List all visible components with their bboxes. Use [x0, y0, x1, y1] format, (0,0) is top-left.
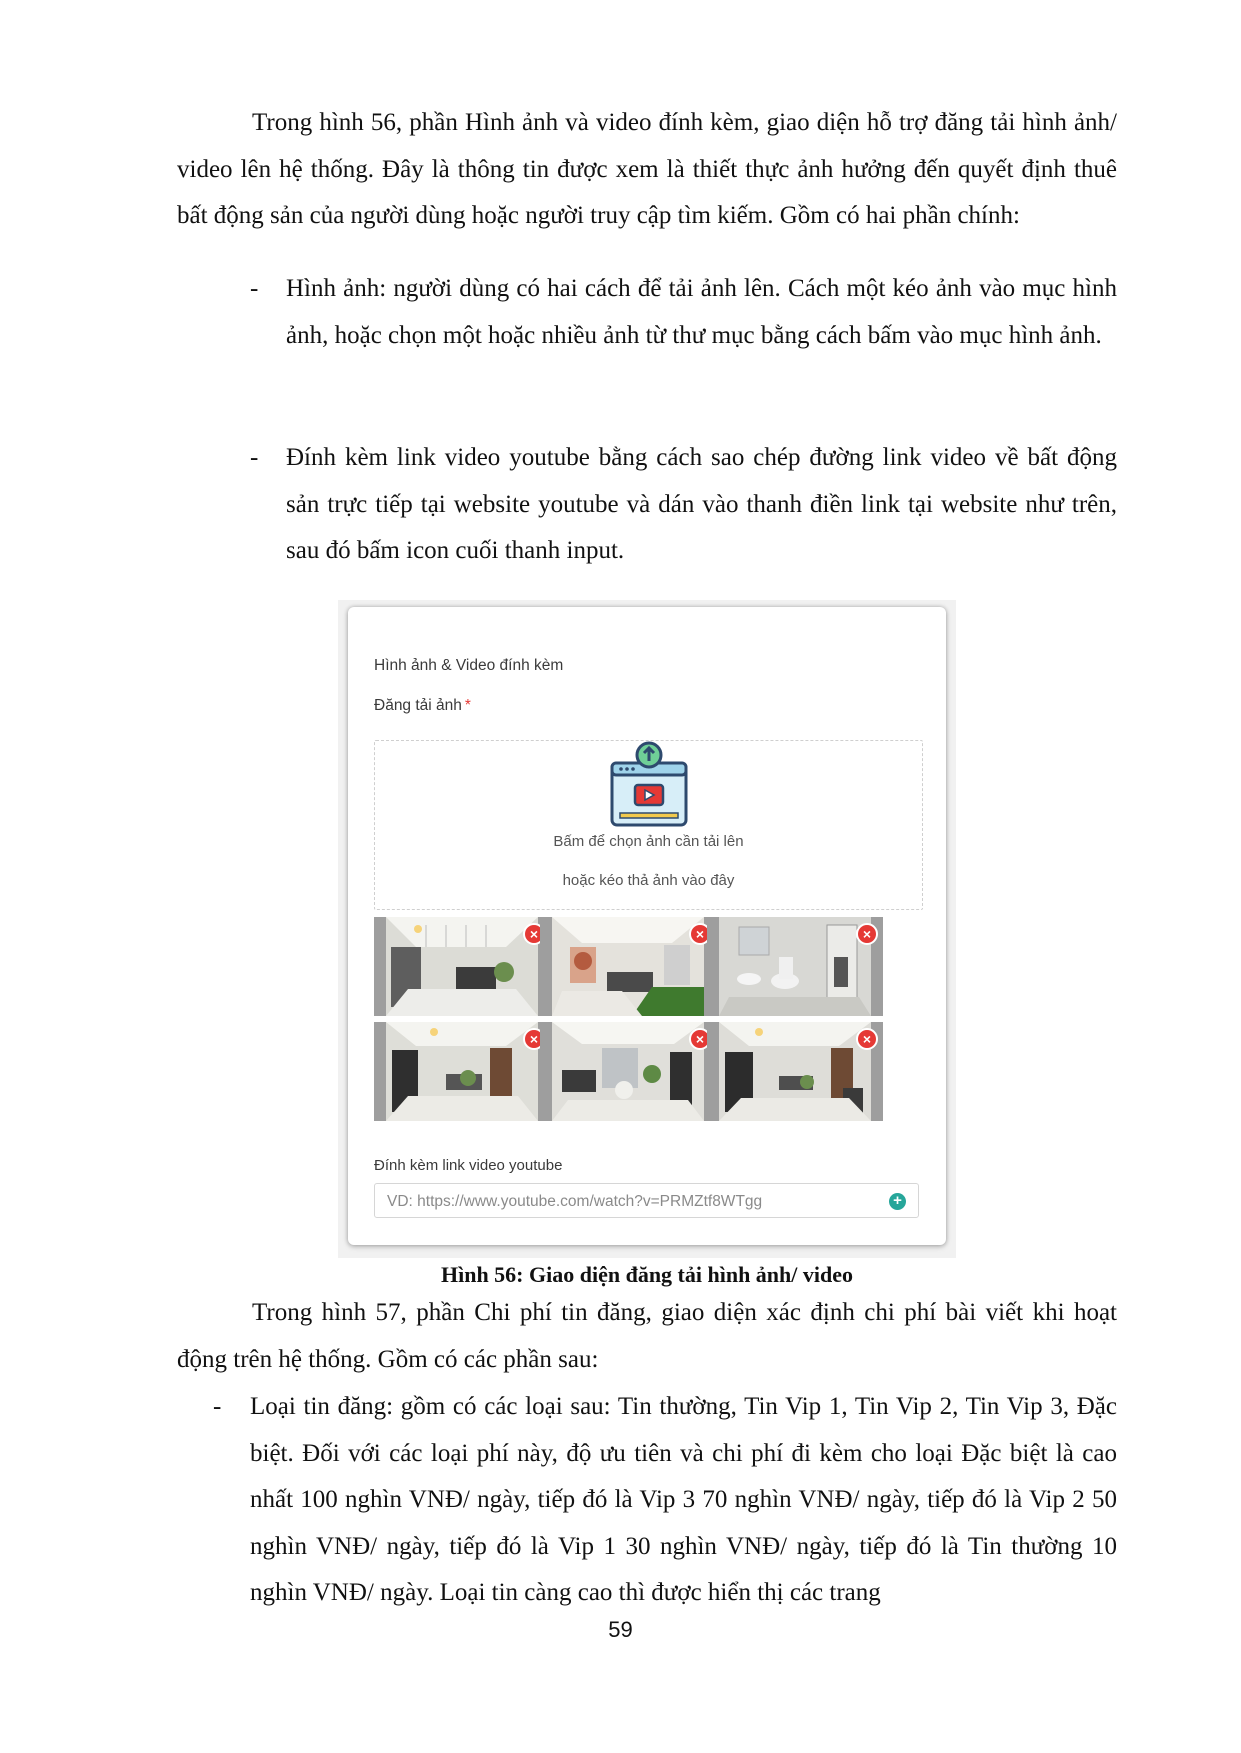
bullet-item	[213, 1384, 1117, 1617]
figure-caption: Hình 56: Giao diện đăng tải hình ảnh/ video	[440, 1262, 854, 1287]
image-thumbnail[interactable]	[374, 1022, 550, 1121]
bullet-item	[250, 435, 1117, 575]
remove-image-button[interactable]: ×	[523, 923, 545, 945]
upload-card	[348, 607, 946, 1245]
image-dropzone[interactable]	[374, 740, 923, 910]
bullet-dash: -	[213, 1393, 222, 1420]
remove-image-button[interactable]: ×	[856, 923, 878, 945]
bullet-text: Loại tin đăng: gồm có các loại sau: Tin thường, Tin Vip 1, Tin Vip 2, Tin Vip 3, Đặc biệt. Đối với các loại phí này, độ ưu tiên và chi phí đi kèm cho loại Đặc biệt là cao nhất 100 nghìn VNĐ/ ngày, tiếp đó là Vip 3 70 nghìn VNĐ/ ngày, tiếp đó là Vip 2 50 nghìn VNĐ/ ngày, tiếp đó là Vip 1 30 nghìn VNĐ/ ngày, tiếp đó là Tin thường 10 nghìn VNĐ/ ngày. Loại tin càng cao thì được hiển thị các trang	[250, 1393, 1117, 1606]
youtube-link-label: Đính kèm link video youtube	[374, 1157, 563, 1174]
room-photo	[552, 1022, 704, 1121]
image-thumbnail[interactable]	[540, 1022, 716, 1121]
image-thumbnail[interactable]	[707, 1022, 883, 1121]
bullet-dash: -	[250, 444, 259, 471]
remove-image-button[interactable]: ×	[689, 1028, 711, 1050]
youtube-link-field	[374, 1183, 919, 1218]
dropzone-hint: hoặc kéo thả ảnh vào đây	[562, 872, 735, 889]
room-photo	[719, 1022, 871, 1121]
remove-image-button[interactable]: ×	[856, 1028, 878, 1050]
section-title: Hình ảnh & Video đính kèm	[374, 657, 564, 674]
body-paragraph: Trong hình 56, phần Hình ảnh và video đính kèm, giao diện hỗ trợ đăng tải hình ảnh/ video lên hệ thống. Đây là thông tin được xem là thiết thực ảnh hưởng đến quyết định thuê bất động sản của người dùng hoặc người truy cập tìm kiếm. Gồm có hai phần chính:	[177, 109, 1117, 229]
remove-image-button[interactable]: ×	[689, 923, 711, 945]
bullet-text: Hình ảnh: người dùng có hai cách để tải ảnh lên. Cách một kéo ảnh vào mục hình ảnh, hoặc chọn một hoặc nhiều ảnh từ thư mục bằng cách bấm vào mục hình ảnh.	[286, 275, 1117, 349]
room-photo	[386, 1022, 538, 1121]
required-mark: *	[464, 697, 471, 714]
figure-screenshot	[338, 600, 956, 1258]
video-upload-icon	[603, 741, 695, 833]
upload-label	[374, 697, 471, 715]
room-photo	[719, 917, 871, 1016]
room-photo	[552, 917, 704, 1016]
dropzone-hint: Bấm để chọn ảnh cần tải lên	[553, 833, 744, 850]
image-thumbnail[interactable]	[707, 917, 883, 1016]
add-link-icon[interactable]: +	[889, 1193, 906, 1210]
body-paragraph: Trong hình 57, phần Chi phí tin đăng, giao diện xác định chi phí bài viết khi hoạt động trên hệ thống. Gồm có các phần sau:	[177, 1299, 1117, 1373]
remove-image-button[interactable]: ×	[523, 1028, 545, 1050]
bullet-item	[250, 266, 1117, 359]
bullet-text: Đính kèm link video youtube bằng cách sao chép đường link video về bất động sản trực tiếp tại website youtube và dán vào thanh điền link tại website như trên, sau đó bấm icon cuối thanh input.	[286, 444, 1117, 564]
image-thumbnail[interactable]	[374, 917, 550, 1016]
room-photo	[386, 917, 538, 1016]
bullet-dash: -	[250, 275, 259, 302]
upload-label-text: Đăng tải ảnh	[374, 697, 462, 714]
image-thumbnail[interactable]	[540, 917, 716, 1016]
youtube-link-input[interactable]	[385, 1190, 869, 1214]
page-number: 59	[608, 1617, 633, 1642]
